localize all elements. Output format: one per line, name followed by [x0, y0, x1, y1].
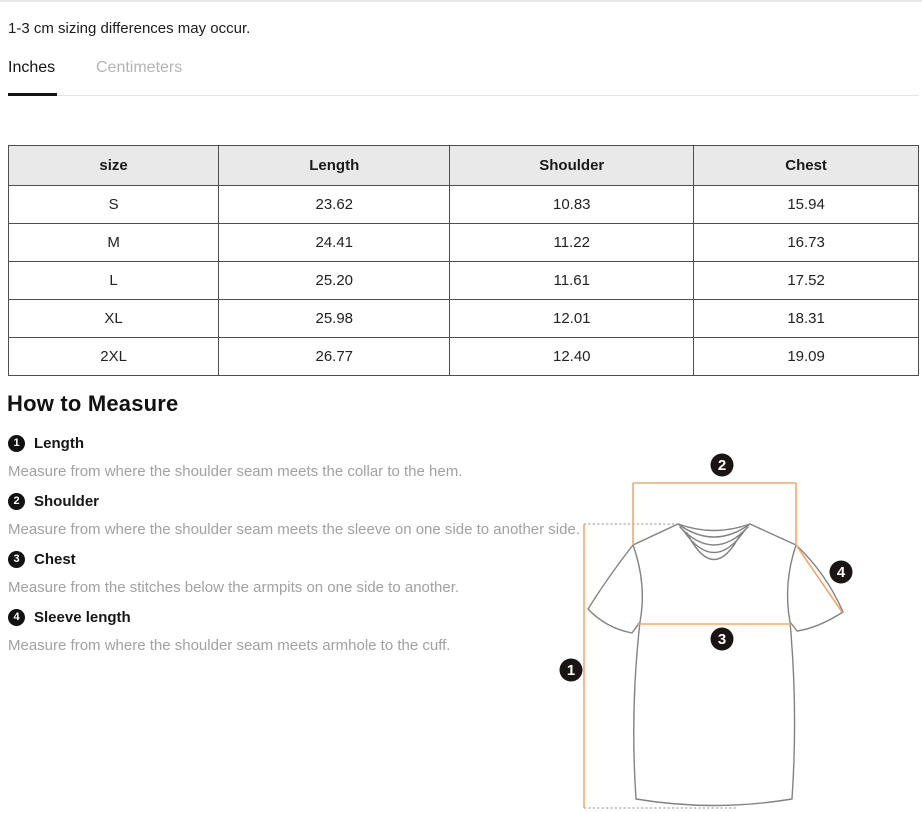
number-1-icon: 1	[8, 435, 25, 452]
diagram-badge-1	[560, 659, 583, 682]
top-divider	[0, 0, 922, 2]
length-cell: 25.98	[219, 300, 450, 338]
chest-cell: 15.94	[694, 186, 919, 224]
length-cell: 24.41	[219, 224, 450, 262]
tshirt-measure-diagram	[550, 445, 922, 813]
header-chest: Chest	[694, 146, 919, 186]
size-cell: M	[9, 224, 219, 262]
number-4-icon: 4	[8, 609, 25, 626]
size-cell: XL	[9, 300, 219, 338]
number-3-icon: 3	[8, 551, 25, 568]
shoulder-cell: 12.01	[450, 300, 694, 338]
svg-text:3: 3	[717, 631, 727, 648]
header-length: Length	[219, 146, 450, 186]
shoulder-cell: 12.40	[450, 338, 694, 376]
svg-text:4: 4	[836, 564, 846, 581]
header-size: size	[9, 146, 219, 186]
length-cell: 23.62	[219, 186, 450, 224]
measure-item-description: Measure from the stitches below the armpits on one side to another.	[8, 579, 460, 596]
how-to-measure-title: How to Measure	[7, 391, 179, 416]
measure-item-description: Measure from where the shoulder seam meets armhole to the cuff.	[8, 637, 451, 654]
chest-cell: 19.09	[694, 338, 919, 376]
svg-text:1: 1	[566, 662, 576, 679]
measure-item-description: Measure from where the shoulder seam meets the collar to the hem.	[8, 463, 463, 480]
size-cell: 2XL	[9, 338, 219, 376]
measure-item-sleeve-length	[8, 607, 131, 627]
shoulder-cell: 10.83	[450, 186, 694, 224]
active-tab-indicator	[8, 93, 57, 96]
header-shoulder: Shoulder	[450, 146, 694, 186]
table-row	[9, 186, 919, 224]
measure-item-description: Measure from where the shoulder seam meets the sleeve on one side to another side.	[8, 521, 580, 538]
diagram-badge-4	[830, 561, 853, 584]
number-2-icon: 2	[8, 493, 25, 510]
table-header-row	[9, 146, 919, 186]
measure-item-label: Shoulder	[34, 492, 100, 510]
table-row	[9, 300, 919, 338]
size-cell: S	[9, 186, 219, 224]
shoulder-cell: 11.61	[450, 262, 694, 300]
tabs-underline	[8, 95, 919, 96]
diagram-badge-2	[711, 454, 734, 477]
measure-item-label: Chest	[34, 550, 76, 568]
chest-cell: 16.73	[694, 224, 919, 262]
length-cell: 26.77	[219, 338, 450, 376]
tab-inches[interactable]: Inches	[8, 59, 56, 76]
svg-text:2: 2	[717, 457, 727, 474]
length-cell: 25.20	[219, 262, 450, 300]
measure-item-label: Length	[34, 434, 84, 452]
measure-item-shoulder	[8, 491, 99, 511]
tshirt-outline	[588, 524, 843, 806]
table-row	[9, 262, 919, 300]
measure-item-length	[8, 433, 84, 453]
chest-cell: 18.31	[694, 300, 919, 338]
table-row	[9, 224, 919, 262]
chest-cell: 17.52	[694, 262, 919, 300]
size-chart-table	[8, 145, 919, 376]
table-row	[9, 338, 919, 376]
size-cell: L	[9, 262, 219, 300]
measure-item-chest	[8, 549, 76, 569]
diagram-badge-3	[711, 628, 734, 651]
measure-item-label: Sleeve length	[34, 608, 131, 626]
tab-centimeters[interactable]: Centimeters	[96, 59, 183, 76]
shoulder-cell: 11.22	[450, 224, 694, 262]
sizing-notice: 1-3 cm sizing differences may occur.	[8, 20, 251, 37]
